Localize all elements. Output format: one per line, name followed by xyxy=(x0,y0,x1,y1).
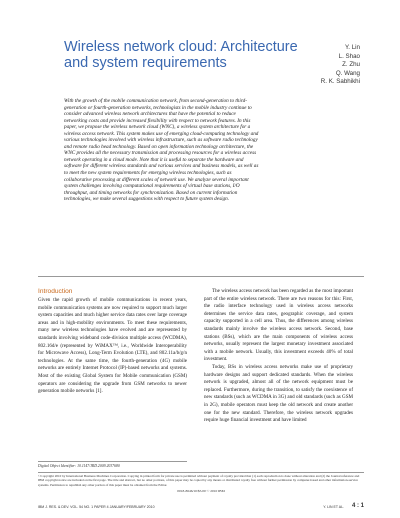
abstract: With the growth of the mobile communication network, from second-generation to third-generation or fourth-generation networks, technologists in the mobile industry continue to consider advanced wireless network architectures that have the potential to reduce networking costs and provide increased flexibility with respect to network features. In this paper, we propose the wireless network cloud (WNC), a wireless system architecture for a wireless access network. This system makes use of emerging cloud-computing technology and various technologies involved with wireless infrastructure, such as software radio technology and remote radio head technology. Based on open information technology architecture, the WNC provides all the necessary transmission and processing resources for a wireless access network operating in a cloud mode. Note that it is useful to separate the hardware and software for different wireless standards and various services and business models, as well as to meet the new system requirements for emerging wireless technologies, such as collaborative processing at different scales of network use. We analyze several important system challenges involving computational requirements of virtual base stations, I/O throughput, and timing networks for synchronization. Based on current information technologies, we make several suggestions with respect to future system design. xyxy=(64,98,259,203)
author-name: R. K. Sabhikhi xyxy=(320,78,360,86)
page-number: 4 : 1 xyxy=(351,503,364,509)
running-author: Y. LIN ET AL. xyxy=(323,505,344,509)
right-column xyxy=(204,288,353,425)
author-name: Z. Zhu xyxy=(342,61,360,69)
section-heading-introduction: Introduction xyxy=(38,288,73,295)
copyright-divider xyxy=(38,472,364,473)
body-paragraph: Given the rapid growth of mobile communications in recent years, mobile communication systems are now required to support much larger system capacities and much higher service data rates over large coverage areas and in high-mobility environments. To meet these requirements, many new wireless technologies have evolved and are represented by standards involving wideband code-division multiple access (WCDMA), 802.16d/e (represented by WiMAX™, i.e., Worldwide Interoperability for Microwave Access), Long-Term Evolution (LTE), and 802.11a/b/g/n technologies. At the same time, the fourth-generation (4G) mobile networks are entirely Internet Protocol (IP)-based networks and systems. Most of the existing Global System for Mobile communication (GSM) operators are considering the upgrade from GSM networks to newer generation mobile networks [1]. xyxy=(38,297,187,395)
author-name: Y. Lin xyxy=(344,44,360,51)
copyright-notice: ©Copyright 2010 by International Business Machines Corporation. Copying in printed form for private use is permitted without payment of royalty provided that (1) each reproduction is done without alteration and (2) the Journal reference and IBM copyright notice are included on the first page. The title and abstract, but no other portions, of this paper may be copied by any means or distributed royalty free without further permission by computer-based and other information-service systems. Permission to republish any other portion of this paper must be obtained from the Editor. xyxy=(38,474,360,487)
body-paragraph: The wireless access network has been regarded as the most important part of the entire wireless network. There are two reasons for this: First, the radio interface technology used in wireless access networks determines the service data rates, geographic coverage, and system capacity supported in a cell area. Thus, the differences among wireless standards mainly involve the wireless access network. Second, base stations (BSs), which are the main components of wireless access networks, usually represent the largest monetary investment associated with a mobile network. Usually, this investment exceeds 40% of total investment. xyxy=(204,288,353,363)
body-paragraph: Today, BSs in wireless access networks make use of proprietary hardware designs and support dedicated standards. When the wireless network is upgraded, almost all of the network equipment must be replaced. Furthermore, during the transition, to satisfy the coexistence of new standards (such as WCDMA in 3G) and old standards (such as GSM in 2G), mobile operators must keep the old network and create another one for the new standard. Therefore, the wireless network upgrades require huge financial investment and have limited xyxy=(204,363,353,424)
author-name: Q. Wang xyxy=(335,69,360,77)
journal-citation: IBM J. RES. & DEV. VOL. 54 NO. 1 PAPER 4 JANUARY/FEBRUARY 2010 xyxy=(38,505,155,509)
doi-divider xyxy=(38,461,187,462)
author-name: L. Shao xyxy=(338,52,360,60)
doi: Digital Object Identifier: 10.1147/JRD.2009.2037680 xyxy=(38,464,120,468)
page-footer xyxy=(38,503,364,511)
issn-line: 0018-8646/10/$5.00 © 2010 IBM xyxy=(177,489,225,493)
header-divider xyxy=(38,276,364,277)
author-list xyxy=(321,44,360,87)
left-column xyxy=(38,288,187,396)
paper-title: Wireless network cloud: Architecture and system requirements xyxy=(64,39,298,71)
